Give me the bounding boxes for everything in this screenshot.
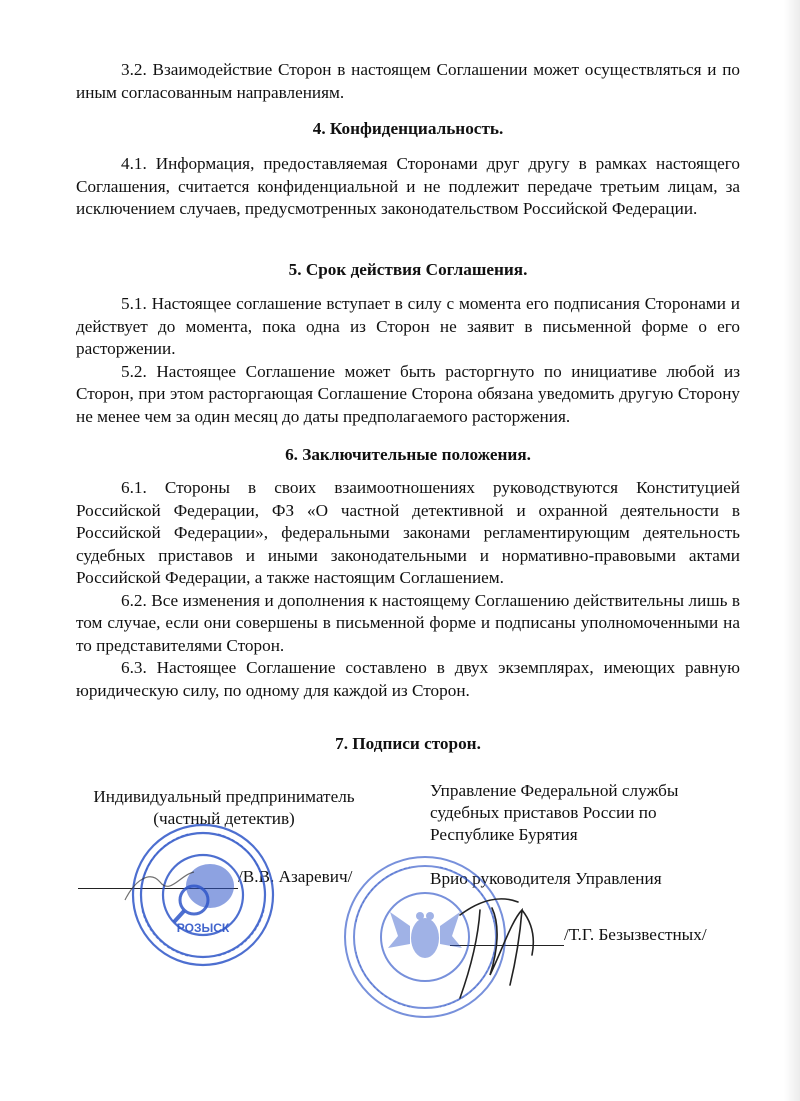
- left-signer-name: /В.В. Азаревич/: [238, 867, 353, 886]
- clause-3-2-block: [76, 59, 740, 104]
- left-party-title: Индивидуальный предприниматель: [93, 787, 355, 806]
- right-signer-name: /Т.Г. Безызвестных/: [564, 925, 707, 944]
- section-6-title: 6. Заключительные положения.: [285, 445, 531, 464]
- section-5-body: [76, 293, 740, 428]
- left-handwritten-signature: [120, 860, 200, 910]
- right-party-line-3: Республике Бурятия: [430, 825, 578, 844]
- clause-6-3: 6.3. Настоящее Соглашение составлено в двух экземплярах, имеющих равную юридическую силу, по одному для каждой из Сторон.: [76, 658, 740, 700]
- scan-edge-shadow: [784, 0, 800, 1101]
- right-party-line-2: судебных приставов России по: [430, 803, 657, 822]
- section-4-title: 4. Конфиденциальность.: [312, 119, 504, 138]
- clause-4-1-block: [76, 153, 740, 221]
- right-position: Врио руководителя Управления: [430, 869, 662, 888]
- left-stamp-text: РОЗЫСК: [176, 921, 230, 935]
- right-party-line-1: Управление Федеральной службы: [430, 781, 679, 800]
- section-6-body: [76, 477, 740, 702]
- left-party-subtitle: (частный детектив): [153, 809, 295, 828]
- clause-6-1: 6.1. Стороны в своих взаимоотношениях руководствуются Конституцией Российской Федерации, ФЗ «О частной детективной и охранной деятельности в Российской Федерации», федеральными законами регламентирующим деятельность судебных приставов и иными законодательными и нормативно-правовыми актами Российской Федерации, а также настоящим Соглашением.: [76, 478, 740, 587]
- section-7-title: 7. Подписи сторон.: [335, 734, 481, 753]
- clause-4-1: 4.1. Информация, предоставляемая Сторонами друг другу в рамках настоящего Соглашения, считается конфиденциальной и не подлежит передаче третьим лицам, за исключением случаев, предусмотренных законодательством Российской Федерации.: [76, 154, 740, 218]
- clause-6-2: 6.2. Все изменения и дополнения к настоящему Соглашению действительны лишь в том случае, если они совершены в письменной форме и подписаны уполномоченными на то представителями Сторон.: [76, 590, 740, 655]
- right-handwritten-signature: [440, 880, 550, 1010]
- clause-3-2: 3.2. Взаимодействие Сторон в настоящем Соглашении может осуществляться и по иным согласованным направлениям.: [76, 60, 740, 102]
- clause-5-2: 5.2. Настоящее Соглашение может быть расторгнуто по инициативе любой из Сторон, при этом расторгающая Соглашение Сторона обязана уведомить другую Сторону не менее чем за один месяц до даты предполагаемого расторжения.: [76, 361, 740, 426]
- clause-5-1: 5.1. Настоящее соглашение вступает в силу с момента его подписания Сторонами и действует до момента, пока одна из Сторон не заявит в письменной форме о его расторжении.: [76, 294, 740, 358]
- section-5-title: 5. Срок действия Соглашения.: [288, 260, 528, 279]
